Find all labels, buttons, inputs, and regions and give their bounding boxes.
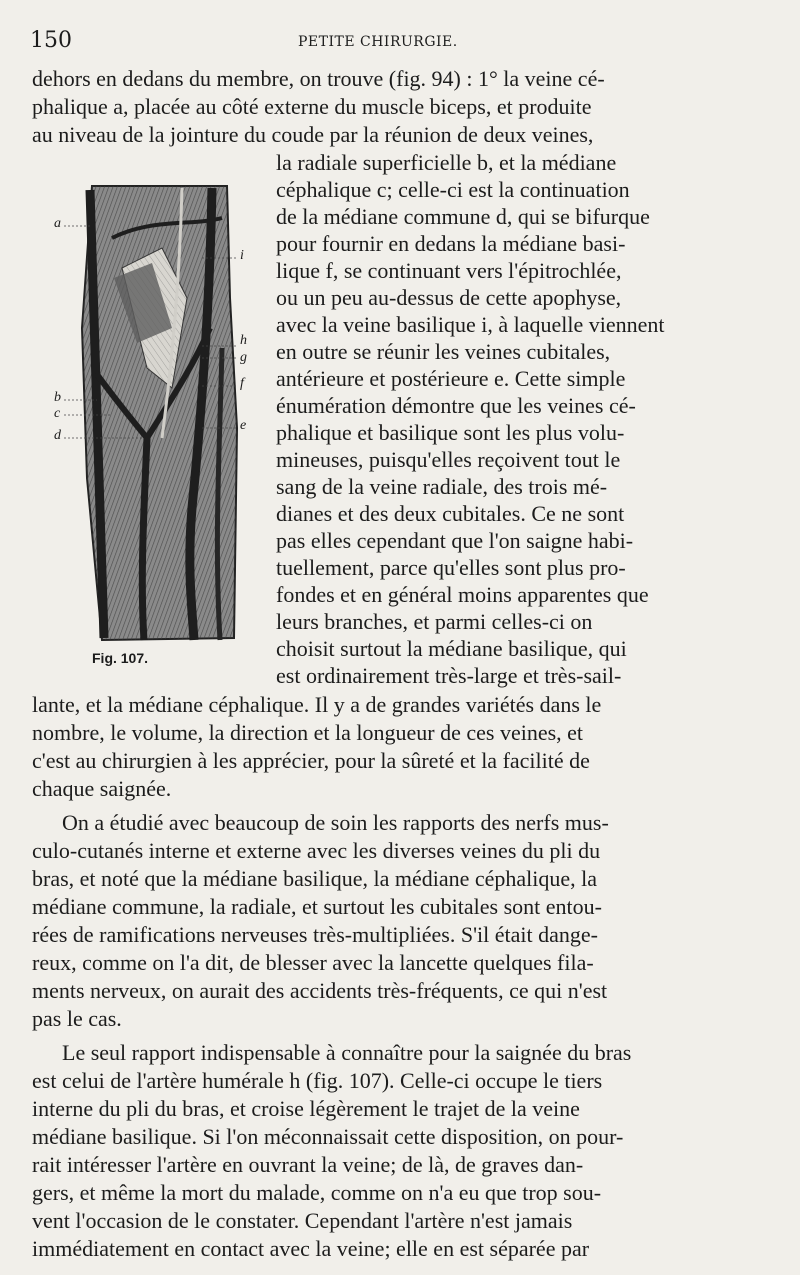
text-line: mineuses, puisqu'elles reçoivent tout le [276,447,621,472]
figure-label-e: e [240,418,247,433]
figure-label-h: h [240,333,247,348]
text-line: au niveau de la jointure du coude par la réunion de deux veines, [32,122,594,147]
text-line: nombre, le volume, la direction et la longueur de ces veines, et [32,720,584,745]
figure-label-g: g [240,350,247,365]
text-line: céphalique c; celle-ci est la continuation [276,177,630,202]
figure-label-a: a [54,216,61,231]
text-line: chaque saignée. [32,776,172,801]
elbow-veins-engraving [52,178,262,648]
text-line: lique f, se continuant vers l'épitrochlée, [276,258,622,283]
text-line: de la médiane commune d, qui se bifurque [276,204,650,229]
text-line: phalique et basilique sont les plus volu- [276,420,625,445]
anatomical-figure [52,178,262,648]
text-line: rées de ramifications nerveuses très-multipliées. S'il était dange- [32,922,598,947]
figure-label-d: d [54,428,61,443]
text-line: antérieure et postérieure e. Cette simple [276,366,626,391]
text-line: avec la veine basilique i, à laquelle viennent [276,312,665,337]
text-line: ou un peu au-dessus de cette apophyse, [276,285,622,310]
figure-label-i: i [240,248,244,263]
text-line: choisit surtout la médiane basilique, qui [276,636,627,661]
figure-label-b: b [54,390,61,405]
figure-label-c: c [54,406,61,421]
text-line: gers, et même la mort du malade, comme on n'a eu que trop sou- [32,1180,602,1205]
text-line: est ordinairement très-large et très-sail- [276,663,622,688]
text-line: la radiale superficielle b, et la médiane [276,150,617,175]
text-line: phalique a, placée au côté externe du muscle biceps, et produite [32,94,592,119]
text-line: tuellement, parce qu'elles sont plus pro- [276,555,626,580]
text-line: médiane basilique. Si l'on méconnaissait cette disposition, on pour- [32,1124,624,1149]
text-line: interne du pli du bras, et croise légèrement le trajet de la veine [32,1096,580,1121]
text-line: immédiatement en contact avec la veine; elle en est séparée par [32,1236,590,1261]
text-line: On a étudié avec beaucoup de soin les rapports des nerfs mus- [62,810,609,835]
text-line: pas le cas. [32,1006,122,1031]
text-line: est celui de l'artère humérale h (fig. 107). Celle-ci occupe le tiers [32,1068,603,1093]
text-line: culo-cutanés interne et externe avec les diverses veines du pli du [32,838,601,863]
text-line: c'est au chirurgien à les apprécier, pour la sûreté et la facilité de [32,748,590,773]
text-line: pas elles cependant que l'on saigne habi- [276,528,634,553]
text-line: rait intéresser l'artère en ouvrant la veine; de là, de graves dan- [32,1152,584,1177]
figure-caption: Fig. 107. [92,650,149,666]
text-line: en outre se réunir les veines cubitales, [276,339,611,364]
text-line: bras, et noté que la médiane basilique, la médiane céphalique, la [32,866,598,891]
page-number: 150 [30,28,72,53]
text-line: sang de la veine radiale, des trois mé- [276,474,608,499]
text-line: dehors en dedans du membre, on trouve (fig. 94) : 1° la veine cé- [32,66,605,91]
text-line: reux, comme on l'a dit, de blesser avec la lancette quelques fila- [32,950,594,975]
text-line: Le seul rapport indispensable à connaître pour la saignée du bras [62,1040,632,1065]
figure-label-f: f [240,376,244,391]
text-line: ments nerveux, on aurait des accidents très-fréquents, ce qui n'est [32,978,608,1003]
page-header [30,28,770,58]
text-line: leurs branches, et parmi celles-ci on [276,609,593,634]
text-line: fondes et en général moins apparentes que [276,582,649,607]
text-line: pour fournir en dedans la médiane basi- [276,231,626,256]
text-line: lante, et la médiane céphalique. Il y a de grandes variétés dans le [32,692,602,717]
text-line: dianes et des deux cubitales. Ce ne sont [276,501,625,526]
running-title: PETITE CHIRURGIE. [298,34,458,50]
text-line: vent l'occasion de le constater. Cependant l'artère n'est jamais [32,1208,573,1233]
text-line: médiane commune, la radiale, et surtout les cubitales sont entou- [32,894,602,919]
text-line: énumération démontre que les veines cé- [276,393,636,418]
